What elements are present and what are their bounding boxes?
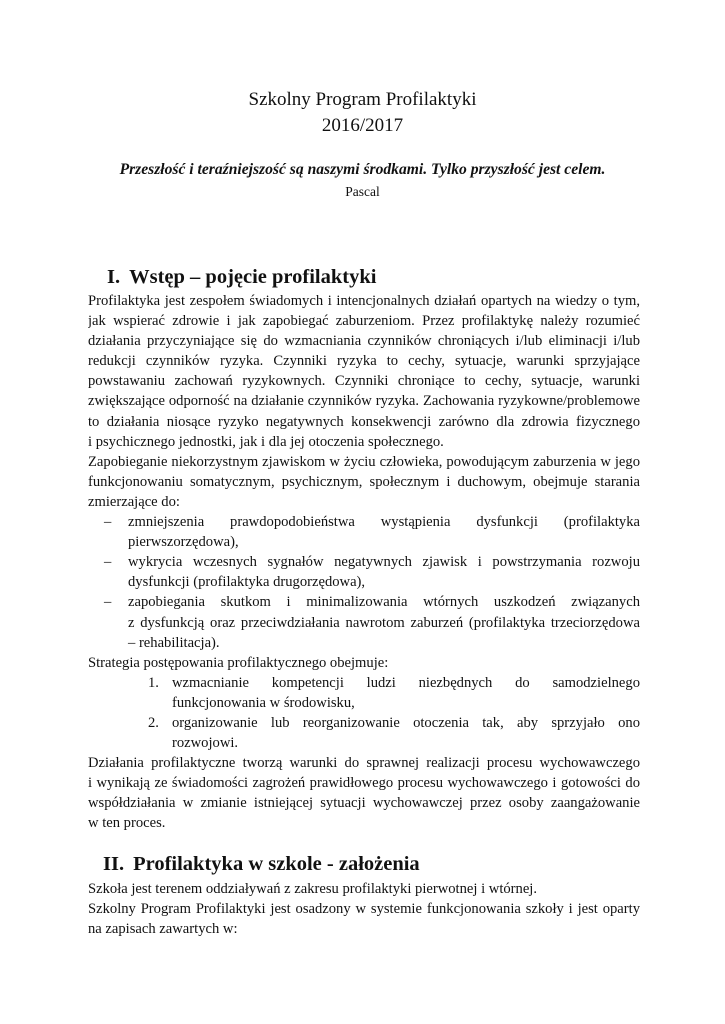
list-item-line: organizowanie lub reorganizowanie otoczenia tak, aby sprzyjało ono: [172, 714, 640, 731]
document-school-year: 2016/2017: [321, 115, 404, 136]
paragraph-line: zmierzające do:: [88, 493, 180, 510]
paragraph-line: w ten proces.: [88, 815, 166, 832]
list-number: 2.: [148, 714, 159, 731]
dash-bullet: –: [104, 514, 112, 531]
paragraph-line: na zapisach zawartych w:: [88, 921, 238, 938]
document-title: Szkolny Program Profilaktyki: [248, 89, 477, 110]
list-item-line: funkcjonowania w środowisku,: [172, 694, 355, 711]
paragraph-line: i psychicznego jednostki, jak i dla jej otoczenia społecznego.: [88, 433, 444, 450]
list-item-line: pierwszorzędowa),: [128, 534, 239, 551]
paragraph-line: funkcjonowaniu somatycznym, psychicznym, społecznym i duchowym, obejmuje starania: [88, 473, 640, 490]
numbered-list-item: [88, 673, 640, 713]
dash-list-item: [88, 552, 640, 592]
paragraph-line: Działania profilaktyczne tworzą warunki do sprawnej realizacji procesu wychowawczego: [88, 755, 640, 772]
paragraph-line: działania przyczyniające się do wzmacniania czynników chroniących i/lub eliminacji i/lub: [88, 333, 640, 350]
paragraph-line: redukcji czynników ryzyka. Czynniki ryzyka to cechy, sytuacje, warunki sprzyjające: [88, 353, 640, 370]
list-item-line: z dysfunkcją oraz przeciwdziałania nawrotom zaburzeń (profilaktyka trzeciorzędowa: [128, 614, 640, 631]
paragraph-line: współdziałania w zmianie istniejącej sytuacji wychowawczej przez osoby zaangażowanie: [88, 795, 640, 812]
paragraph-line: powstawaniu zachowań ryzykownych. Czynniki chroniące to cechy, sytuacje, warunki: [88, 373, 640, 390]
list-item-line: zapobiegania skutkom i minimalizowania wtórnych uszkodzeń związanych: [128, 594, 640, 611]
dash-list-item: [88, 512, 640, 552]
section-title: Wstęp – pojęcie profilaktyki: [129, 266, 377, 288]
paragraph-line: Zapobieganie niekorzystnym zjawiskom w życiu człowieka, powodującym zaburzenia w jego: [88, 453, 640, 470]
section-title: Profilaktyka w szkole - założenia: [133, 853, 420, 875]
section-heading-2: [103, 851, 420, 877]
list-item-line: zmniejszenia prawdopodobieństwa wystąpienia dysfunkcji (profilaktyka: [128, 514, 640, 531]
dash-bullet: –: [104, 554, 112, 571]
section-number: II.: [103, 853, 125, 875]
numbered-list-item: [88, 713, 640, 753]
dash-list-item: [88, 592, 640, 652]
dash-bullet: –: [104, 594, 112, 611]
paragraph-line: jak wspierać zdrowie i jak zapobiegać zaburzeniom. Przez profilaktykę należy rozumieć: [88, 313, 640, 330]
paragraph-line: to działania niosące ryzyko negatywnych konsekwencji zarówno dla zdrowia fizycznego: [88, 413, 640, 430]
paragraph-line: Szkoła jest terenem oddziaływań z zakresu profilaktyki pierwotnej i wtórnej.: [88, 881, 538, 897]
list-item-line: rozwojowi.: [172, 735, 239, 752]
section-number: I.: [107, 266, 121, 288]
paragraph-line: zwiększające odporność na działanie czynników ryzyka. Zachowania ryzykowne/problemowe: [88, 393, 640, 410]
motto-author: Pascal: [345, 184, 380, 199]
paragraph-line: i wynikają ze świadomości zagrożeń prawidłowego procesu wychowawczego i gotowości do: [88, 775, 640, 792]
section-2-body: [88, 879, 640, 939]
list-number: 1.: [148, 674, 159, 691]
section-1-body: [88, 291, 640, 834]
list-item-line: dysfunkcji (profilaktyka drugorzędowa),: [128, 574, 366, 591]
motto-quote: Przeszłość i teraźniejszość są naszymi środkami. Tylko przyszłość jest celem.: [119, 161, 606, 178]
list-item-line: wykrycia wczesnych sygnałów negatywnych zjawisk i powstrzymania rozwoju: [128, 554, 640, 571]
paragraph-line: Szkolny Program Profilaktyki jest osadzony w systemie funkcjonowania szkoły i jest oparty: [88, 901, 640, 918]
list-item-line: – rehabilitacja).: [128, 634, 220, 651]
section-heading-1: [107, 264, 376, 290]
list-item-line: wzmacnianie kompetencji ludzi niezbędnych do samodzielnego: [172, 674, 640, 691]
paragraph-line: Profilaktyka jest zespołem świadomych i intencjonalnych działań opartych na wiedzy o tym,: [88, 293, 640, 309]
paragraph-line: Strategia postępowania profilaktycznego obejmuje:: [88, 654, 389, 671]
